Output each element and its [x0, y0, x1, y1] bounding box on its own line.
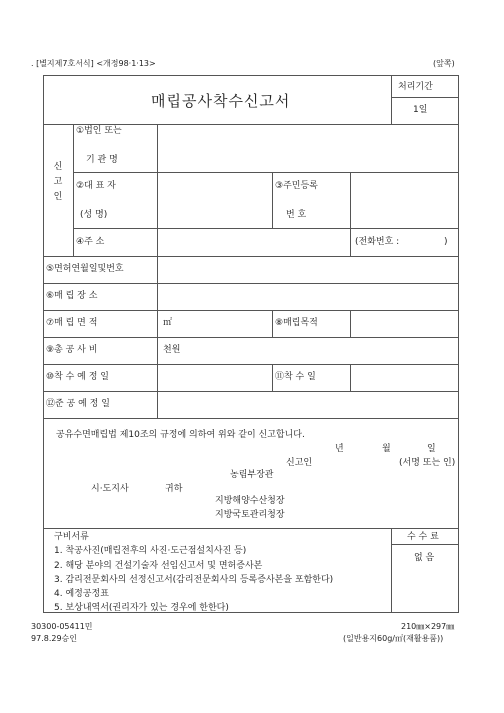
- applicant-group-label: 신 고 인: [53, 162, 63, 202]
- addressee-label: 귀하: [165, 484, 183, 494]
- rule-line: [391, 544, 458, 545]
- purpose-label: ⑧매립목적: [275, 318, 318, 328]
- resident-registration-label: ③주민등록: [275, 181, 318, 191]
- rule-line: [73, 228, 458, 229]
- form-border-top: [43, 75, 459, 76]
- paper-size: 210㎜×297㎜: [401, 622, 455, 631]
- rule-line: [272, 310, 273, 337]
- license-label: ⑤면허연월일및번호: [46, 264, 124, 274]
- date-month: 월: [382, 444, 391, 454]
- site-label: ⑥매 립 장 소: [46, 291, 98, 301]
- date-day: 일: [427, 444, 436, 454]
- representative-label: ②대 표 자: [76, 181, 116, 191]
- approval-date: 97.8.29승인: [31, 634, 77, 643]
- minister-label: 농림부장관: [230, 470, 274, 480]
- rule-line: [350, 310, 351, 337]
- form-title: 매립공사착수신고서: [151, 92, 291, 110]
- rule-line: [43, 310, 459, 311]
- area-unit: ㎡: [163, 318, 173, 328]
- cost-label: ⑨총 공 사 비: [46, 345, 98, 355]
- rule-line: [73, 172, 458, 173]
- document-item: 3. 감리전문회사의 선정신고서(감리전문회사의 등록증사본을 포함한다): [54, 575, 334, 585]
- rule-line: [43, 391, 459, 392]
- corporation-label: ①법인 또는: [76, 126, 122, 136]
- fee-value: 없 음: [414, 553, 435, 563]
- document-item: 4. 예정공정표: [54, 589, 109, 599]
- rule-line: [43, 364, 459, 365]
- planned-completion-label: ⑫준 공 예 정 일: [46, 399, 110, 409]
- rule-line: [350, 364, 351, 391]
- rule-line: [43, 528, 459, 529]
- date-year: 년: [335, 444, 344, 454]
- rule-line: [272, 172, 273, 229]
- rule-line: [43, 337, 459, 338]
- document-item: 1. 착공사진(매립전후의 사진·도근점설치사진 등): [54, 546, 247, 556]
- paper-type: (일반용지60g/㎡(재활용품)): [343, 634, 444, 643]
- rule-line: [391, 528, 392, 613]
- required-documents-label: 구비서류: [54, 532, 89, 542]
- reporter-label: 신고인: [286, 458, 313, 468]
- processing-period-value: 1일: [413, 105, 428, 115]
- processing-row-line: [391, 97, 458, 98]
- rule-line: [350, 228, 351, 257]
- planned-start-label: ⑩착 수 예 정 일: [46, 372, 109, 382]
- page-side-label: (앞쪽): [433, 59, 455, 68]
- form-reference: . [별지제7호서식] <개정98·1·13>: [31, 59, 156, 68]
- phone-close-paren: ): [444, 237, 448, 247]
- rule-line: [43, 124, 459, 125]
- rule-line: [350, 172, 351, 229]
- signature-label: (서명 또는 인): [399, 458, 456, 468]
- representative-name-label: (성 명): [80, 210, 108, 220]
- construction-office-label: 지방국토관리청장: [215, 510, 285, 520]
- form-code: 30300-05411민: [31, 622, 93, 631]
- rule-line: [272, 364, 273, 391]
- area-label: ⑦매 립 면 적: [46, 318, 98, 328]
- organization-name-label: 기 관 명: [86, 155, 118, 165]
- fee-label: 수 수 료: [407, 532, 439, 542]
- registration-number-label: 번 호: [286, 210, 307, 220]
- rule-line: [73, 124, 74, 257]
- declaration-text: 공유수면매립법 제10조의 규정에 의하여 위와 같이 신고합니다.: [56, 430, 305, 440]
- start-date-label: ⑪착 수 일: [275, 372, 316, 382]
- rule-line: [43, 418, 459, 419]
- processing-period-label: 처리기간: [398, 82, 433, 92]
- form-border-right: [458, 75, 459, 613]
- governor-label: 시·도지사: [91, 484, 129, 494]
- document-item: 2. 해당 분야의 건설기술자 선임신고서 및 면허증사본: [54, 561, 263, 571]
- phone-label: (전화번호 :: [355, 237, 400, 247]
- form-border-left: [43, 75, 44, 613]
- cost-unit: 천원: [163, 345, 181, 355]
- address-label: ④주 소: [76, 237, 105, 247]
- processing-divider: [391, 75, 392, 124]
- rule-line: [43, 256, 459, 257]
- rule-line: [157, 124, 158, 257]
- rule-line: [157, 256, 158, 418]
- document-item: 5. 보상내역서(권리자가 있는 경우에 한한다): [54, 603, 229, 613]
- fisheries-office-label: 지방해양수산청장: [215, 496, 285, 506]
- rule-line: [43, 283, 459, 284]
